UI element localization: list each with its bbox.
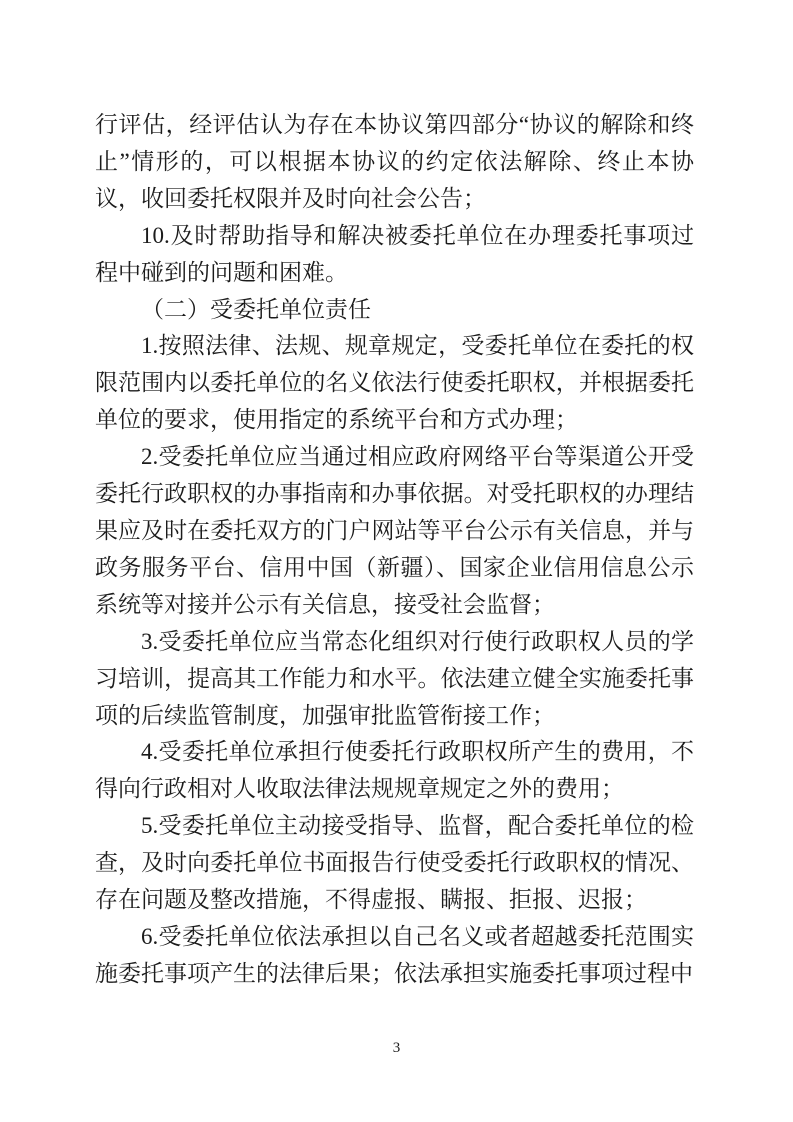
paragraph-item-10: 10.及时帮助指导和解决被委托单位在办理委托事项过程中碰到的问题和困难。 (95, 222, 694, 285)
paragraph-continuation: 行评估，经评估认为存在本协议第四部分“协议的解除和终止”情形的，可以根据本协议的约定依法解除、终止本协议，收回委托权限并及时向社会公告； (95, 112, 694, 211)
paragraph-item-2: 2.受委托单位应当通过相应政府网络平台等渠道公开受委托行政职权的办事指南和办事依据。对受托职权的办理结果应及时在委托双方的门户网站等平台公示有关信息，并与政务服务平台、信用中国（新疆）、国家企业信用信息公示系统等对接并公示有关信息，接受社会监督； (95, 444, 694, 617)
paragraph-item-3: 3.受委托单位应当常态化组织对行使行政职权人员的学习培训，提高其工作能力和水平。依法建立健全实施委托事项的后续监管制度，加强审批监管衔接工作； (95, 628, 694, 728)
page-body-text (95, 107, 694, 993)
paragraph-item-4: 4.受委托单位承担行使委托行政职权所产生的费用，不得向行政相对人收取法律法规规章规定之外的费用； (95, 739, 694, 802)
paragraph-item-5: 5.受委托单位主动接受指导、监督，配合委托单位的检查，及时向委托单位书面报告行使受委托行政职权的情况、存在问题及整改措施，不得虚报、瞒报、拒报、迟报； (95, 813, 694, 913)
page-number: 3 (392, 1040, 401, 1056)
section-heading-responsibilities: （二）受委托单位责任 (141, 296, 371, 322)
paragraph-item-6: 6.受委托单位依法承担以自己名义或者超越委托范围实施委托事项产生的法律后果；依法承担实施委托事项过程中 (95, 923, 694, 986)
page-footer (0, 1038, 793, 1058)
paragraph-item-1: 1.按照法律、法规、规章规定，受委托单位在委托的权限范围内以委托单位的名义依法行使委托职权，并根据委托单位的要求，使用指定的系统平台和方式办理； (95, 333, 694, 433)
